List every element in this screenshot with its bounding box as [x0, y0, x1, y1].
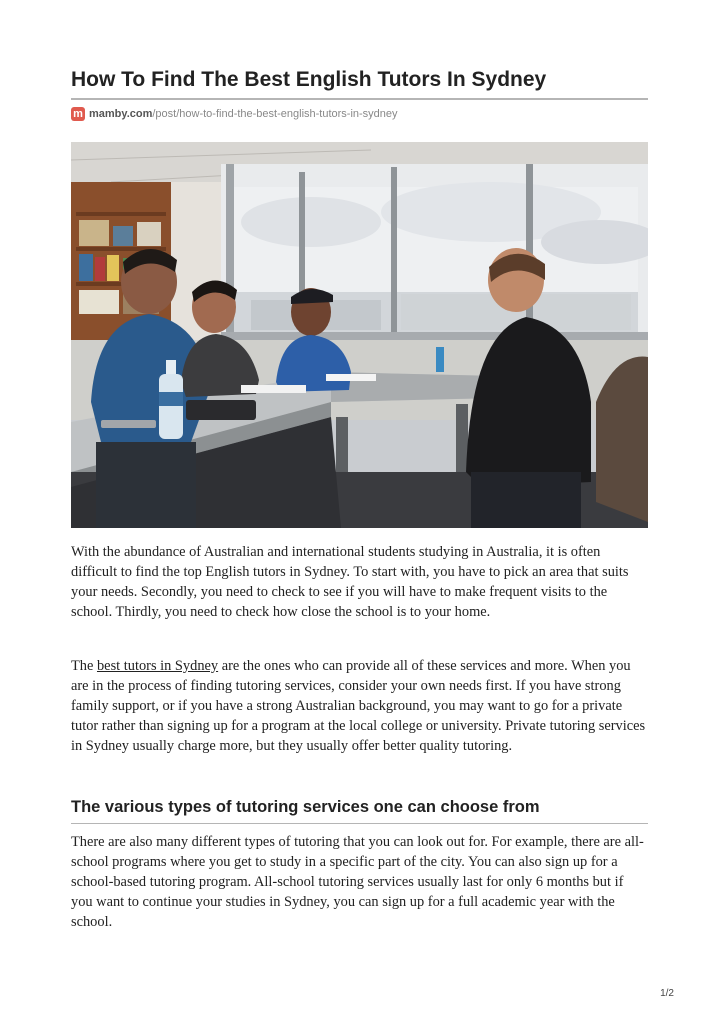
source-line[interactable] [71, 106, 398, 122]
best-tutors-link[interactable]: best tutors in Sydney [96, 658, 219, 674]
paragraph-intro: With the abundance of Australian and international students studying in Australia, it is often difficult to find the top English tutors in Sydney. To start with, you have to pick an area that suits your needs. Secondly, you need to check to see if you will have to make frequent visits to the school. Thirdly, you need to check how close the school is to your home. [71, 544, 629, 620]
page-number: 1/2 [660, 988, 674, 999]
source-domain[interactable]: mamby.com [89, 108, 153, 120]
paragraph-best-tutors [71, 656, 648, 756]
classroom-photo [71, 142, 648, 528]
section-heading: The various types of tutoring services one can choose from [71, 798, 540, 816]
paragraph-types: There are also many different types of tutoring that you can look out for. For example, there are all-school programs where you get to study in a specific part of the city. You can also sign up for a school-based tutoring program. All-school tutoring services usually last for only 6 months but if you want to continue your studies in Sydney, you can sign up for a full academic year with the school. [71, 834, 644, 930]
page-title: How To Find The Best English Tutors In Sydney [71, 68, 547, 91]
title-divider [71, 98, 648, 100]
section-divider [71, 823, 648, 824]
paragraph-text: The [71, 658, 97, 674]
mamby-logo-icon: m [71, 107, 85, 121]
source-path[interactable]: /post/how-to-find-the-best-english-tutors-in-sydney [152, 108, 398, 120]
paragraph-text: are the ones who can provide all of these services and more. When you are in the process of finding tutoring services, consider your own needs first. If you have strong family support, or if you have a strong Australian background, you may want to go for a private tutor rather than signing up for a program at the local college or university. Private tutoring services in Sydney usually charge more, but they usually offer better quality tutoring. [71, 658, 646, 754]
